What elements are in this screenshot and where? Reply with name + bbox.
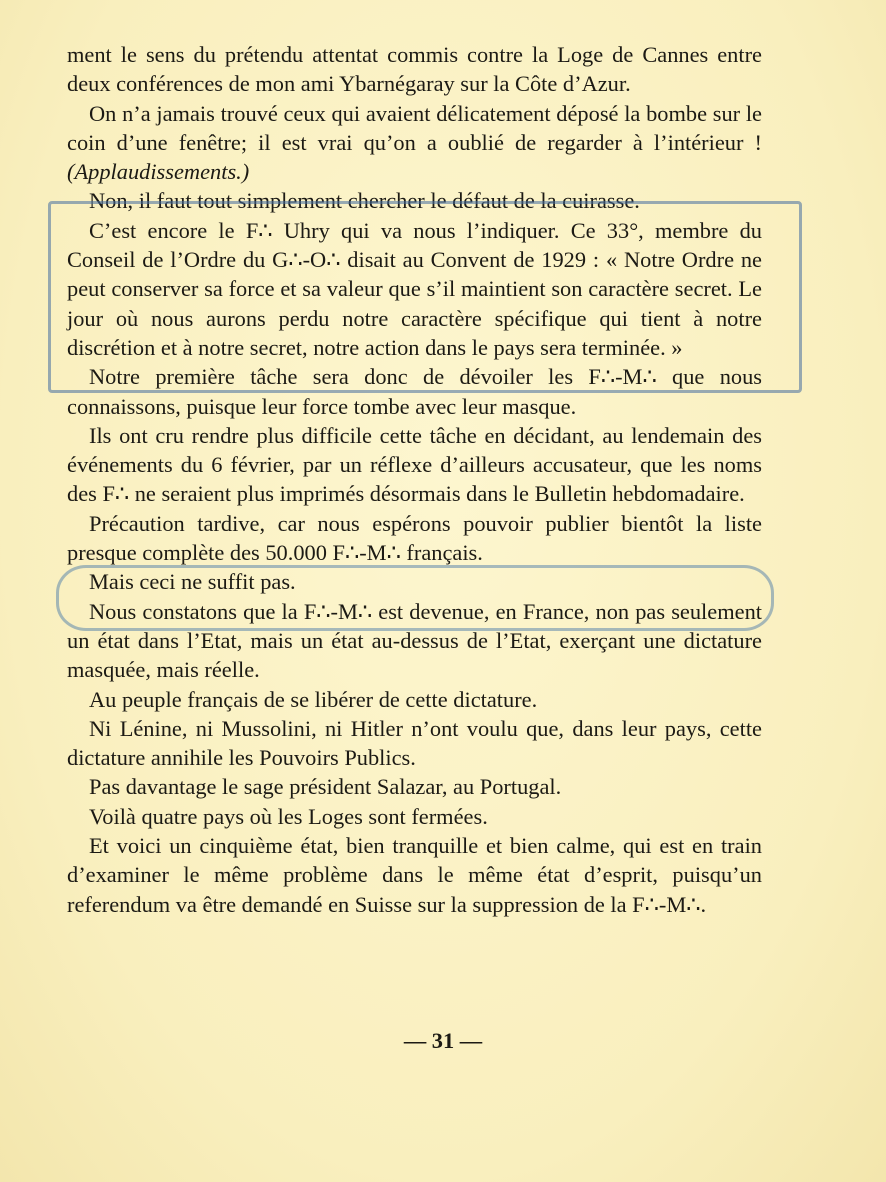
paragraph: Nous constatons que la F∴-M∴ est devenue, en France, non pas seulement un état dans l’Etat, mais un état au-dessus de l’Etat, exerçant une dictature masquée, mais réelle.	[67, 598, 762, 683]
paragraph: On n’a jamais trouvé ceux qui avaient délicatement déposé la bombe sur le coin d’une fenêtre; il est vrai qu’on a oublié de regarder à l’intérieur ! (Applaudissements.)	[67, 100, 762, 185]
paragraph: Notre première tâche sera donc de dévoiler les F∴-M∴ que nous connaissons, puisque leur force tombe avec leur masque.	[67, 364, 762, 419]
paragraph: Ils ont cru rendre plus difficile cette tâche en décidant, au lendemain des événements du 6 février, par un réflexe d’ailleurs accusateur, que les noms des F∴ ne seraient plus imprimés désormais dans le Bulletin hebdomadaire.	[67, 422, 762, 507]
paragraph: Non, il faut tout simplement chercher le défaut de la cuirasse.	[89, 188, 640, 214]
page-number: — 31 —	[403, 1028, 483, 1053]
paragraph: Pas davantage le sage président Salazar, au Portugal.	[89, 774, 562, 800]
paragraph: Mais ceci ne suffit pas.	[89, 569, 296, 595]
paragraph: Ni Lénine, ni Mussolini, ni Hitler n’ont voulu que, dans leur pays, cette dictature annihile les Pouvoirs Publics.	[67, 715, 762, 771]
paragraph: Au peuple français de se libérer de cette dictature.	[89, 686, 538, 712]
paragraph: ment le sens du prétendu attentat commis contre la Loge de Cannes entre deux conférences de mon ami Ybarnégaray sur la Côte d’Azur.	[67, 42, 762, 97]
applause-note: (Applaudissements.)	[67, 159, 250, 185]
paragraph: Précaution tardive, car nous espérons pouvoir publier bientôt la liste presque complète des 50.000 F∴-M∴ français.	[67, 510, 762, 566]
paragraph: Et voici un cinquième état, bien tranquille et bien calme, qui est en train d’examiner le même problème dans le même état d’esprit, puisqu’un referendum va être demandé en Suisse sur la suppression de la F∴-M∴.	[67, 833, 762, 917]
body-text	[67, 40, 762, 919]
paragraph: Voilà quatre pays où les Loges sont fermées.	[89, 803, 488, 829]
quoted-paragraph: C’est encore le F∴ Uhry qui va nous l’indiquer. Ce 33°, membre du Conseil de l’Ordre du G∴-O∴ disait au Convent de 1929 : « Notre Ordre ne peut conserver sa force et sa valeur que s’il maintient son caractère secret. Le jour où nous aurons perdu notre caractère spécifique qui tient à notre discrétion et à notre secret, notre action dans le pays sera terminée. »	[67, 217, 762, 360]
